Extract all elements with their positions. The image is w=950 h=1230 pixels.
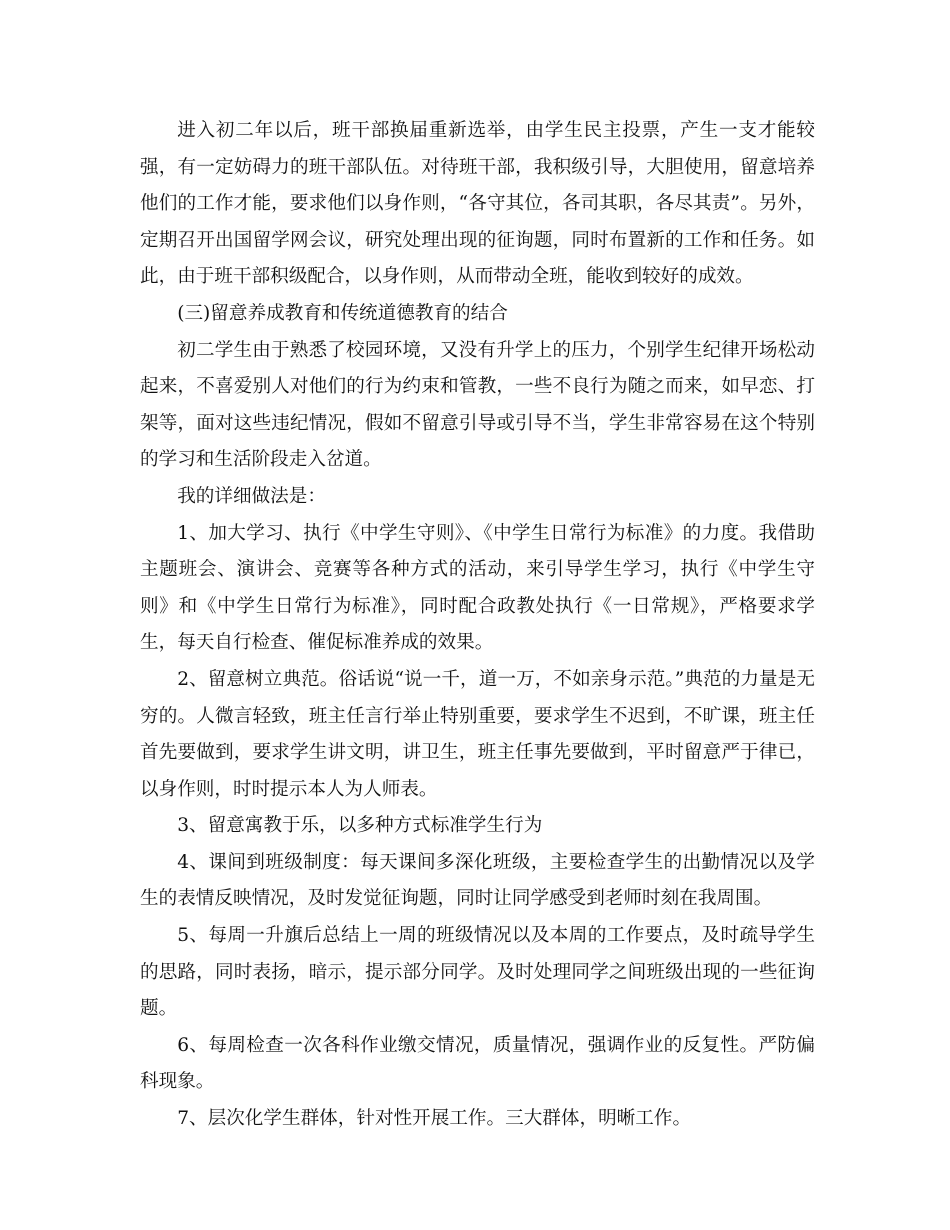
paragraph-class-cadre: 进入初二年以后，班干部换届重新选举，由学生民主投票，产生一支才能较强，有一定妨碍力的班干部队伍。对待班干部，我积级引导，大胆使用，留意培养他们的工作才能，要求他们以身作则，“各守其位，各司其职，各尽其责”。另外，定期召开出国留学网会议，研究处理出现的征询题，同时布置新的工作和任务。如此，由于班干部积级配合，以身作则，从而带动全班，能收到较好的成效。	[140, 120, 815, 288]
list-item-5: 5、每周一升旗后总结上一周的班级情况以及本周的工作要点，及时疏导学生的思路，同时表扬，暗示，提示部分同学。及时处理同学之间班级出现的一些征询题。	[140, 925, 815, 1020]
list-item-6: 6、每周检查一次各科作业缴交情况，质量情况，强调作业的反复性。严防偏科现象。	[140, 1034, 815, 1093]
section-heading-3: (三)留意养成教育和传统道德教育的结合	[177, 302, 508, 324]
list-item-2: 2、留意树立典范。俗话说“说一千，道一万，不如亲身示范。”典范的力量是无穷的。人微言轻致，班主任言行举止特别重要，要求学生不迟到，不旷课，班主任首先要做到，要求学生讲文明，讲卫生，班主任事先要做到，平时留意严于律已，以身作则，时时提示本人为人师表。	[140, 668, 815, 800]
paragraph-methods-intro: 我的详细做法是：	[177, 485, 326, 507]
list-item-3: 3、留意寓教于乐，以多种方式标准学生行为	[177, 815, 543, 837]
list-item-1: 1、加大学习、执行《中学生守则》、《中学生日常行为标准》的力度。我借助主题班会、演讲会、竞赛等各种方式的活动，来引导学生学习，执行《中学生守则》和《中学生日常行为标准》，同时配合政教处执行《一日常规》，严格要求学生，每天自行检查、催促标准养成的效果。	[140, 522, 815, 654]
list-item-7: 7、层次化学生群体，针对性开展工作。三大群体，明晰工作。	[177, 1108, 692, 1130]
document-body	[140, 113, 815, 1138]
list-item-4: 4、课间到班级制度：每天课间多深化班级，主要检查学生的出勤情况以及学生的表情反映情况，及时发觉征询题，同时让同学感受到老师时刻在我周围。	[140, 851, 815, 910]
paragraph-grade-two-students: 初二学生由于熟悉了校园环境，又没有升学上的压力，个别学生纪律开场松动起来，不喜爱别人对他们的行为约束和管教，一些不良行为随之而来，如早恋、打架等，面对这些违纪情况，假如不留意引导或引导不当，学生非常容易在这个特别的学习和生活阶段走入岔道。	[140, 339, 815, 471]
